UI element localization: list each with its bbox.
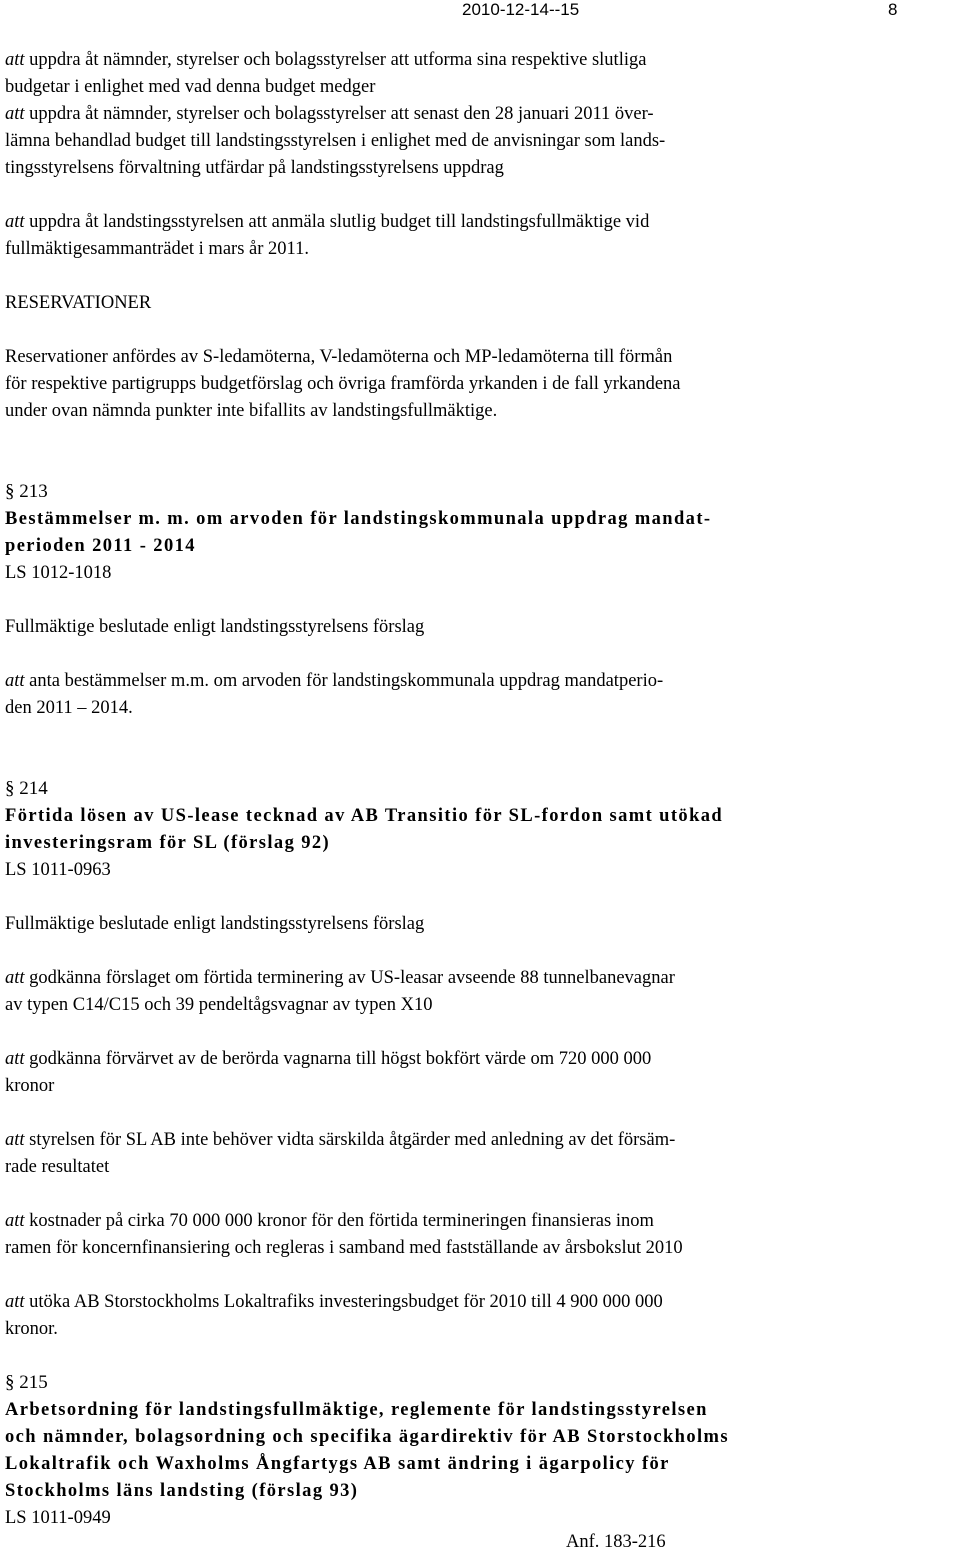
att-keyword: att bbox=[5, 968, 25, 988]
att-keyword: att bbox=[5, 212, 25, 232]
text-line: fullmäktigesammanträdet i mars år 2011. bbox=[5, 239, 309, 259]
att-clause-line: att styrelsen för SL AB inte behöver vidta särskilda åtgärder med anledning av det försäm- bbox=[5, 1130, 676, 1150]
section-title-214: Förtida lösen av US-lease tecknad av AB Transitio för SL-fordon samt utökad bbox=[5, 806, 724, 826]
att-clause-line: att godkänna förslaget om förtida terminering av US-leasar avseende 88 tunnelbanevagnar bbox=[5, 968, 675, 988]
att-clause-line: att uppdra åt nämnder, styrelser och bolagsstyrelser att utforma sina respektive slutliga bbox=[5, 50, 647, 70]
ls-reference: LS 1011-0949 bbox=[5, 1508, 111, 1528]
att-clause-line: att kostnader på cirka 70 000 000 kronor för den förtida termineringen finansieras inom bbox=[5, 1211, 654, 1231]
att-clause-line: att uppdra åt nämnder, styrelser och bolagsstyrelser att senast den 28 januari 2011 över- bbox=[5, 104, 654, 124]
text-line: av typen C14/C15 och 39 pendeltågsvagnar av typen X10 bbox=[5, 995, 433, 1015]
att-keyword: att bbox=[5, 1292, 25, 1312]
att-keyword: att bbox=[5, 1130, 25, 1150]
section-title-215-cont: Lokaltrafik och Waxholms Ångfartygs AB samt ändring i ägarpolicy för bbox=[5, 1454, 670, 1474]
att-keyword: att bbox=[5, 104, 25, 124]
att-keyword: att bbox=[5, 1049, 25, 1069]
text-line: Reservationer anfördes av S-ledamöterna, V-ledamöterna och MP-ledamöterna till förmån bbox=[5, 347, 673, 367]
section-number-215: § 215 bbox=[5, 1372, 48, 1393]
text-line: kronor. bbox=[5, 1319, 58, 1339]
att-clause-line: att utöka AB Storstockholms Lokaltrafiks investeringsbudget för 2010 till 4 900 000 000 bbox=[5, 1292, 663, 1312]
section-title-214-cont: investeringsram för SL (förslag 92) bbox=[5, 833, 331, 853]
section-title-215-cont: Stockholms läns landsting (förslag 93) bbox=[5, 1481, 359, 1501]
page-number: 8 bbox=[888, 0, 898, 19]
text-line: för respektive partigrupps budgetförslag och övriga framförda yrkanden i de fall yrkandena bbox=[5, 374, 681, 394]
ls-reference: LS 1011-0963 bbox=[5, 860, 111, 880]
att-clause-line: att godkänna förvärvet av de berörda vagnarna till högst bokfört värde om 720 000 000 bbox=[5, 1049, 652, 1069]
text-line: lämna behandlad budget till landstingsstyrelsen i enlighet med de anvisningar som lands- bbox=[5, 131, 666, 151]
section-title-213-cont: perioden 2011 - 2014 bbox=[5, 536, 196, 556]
section-number-214: § 214 bbox=[5, 778, 48, 799]
att-keyword: att bbox=[5, 1211, 25, 1231]
section-number-213: § 213 bbox=[5, 481, 48, 502]
text-line: budgetar i enlighet med vad denna budget medger bbox=[5, 77, 376, 97]
att-keyword: att bbox=[5, 50, 25, 70]
att-clause-line: att anta bestämmelser m.m. om arvoden för landstingskommunala uppdrag mandatperio- bbox=[5, 671, 664, 691]
text-line: ramen för koncernfinansiering och regleras i samband med fastställande av årsbokslut 2010 bbox=[5, 1238, 683, 1258]
decision-text: Fullmäktige beslutade enligt landstingsstyrelsens förslag bbox=[5, 617, 425, 637]
decision-text: Fullmäktige beslutade enligt landstingsstyrelsens förslag bbox=[5, 914, 425, 934]
ls-reference: LS 1012-1018 bbox=[5, 563, 112, 583]
att-clause-line: att uppdra åt landstingsstyrelsen att anmäla slutlig budget till landstingsfullmäktige vid bbox=[5, 212, 650, 232]
reservationer-heading: RESERVATIONER bbox=[5, 293, 152, 313]
text-line: kronor bbox=[5, 1076, 55, 1096]
text-line: den 2011 – 2014. bbox=[5, 698, 133, 718]
att-keyword: att bbox=[5, 671, 25, 691]
header-date: 2010-12-14--15 bbox=[462, 0, 580, 19]
section-title-213: Bestämmelser m. m. om arvoden för landstingskommunala uppdrag mandat- bbox=[5, 509, 712, 529]
text-line: under ovan nämnda punkter inte bifallits av landstingsfullmäktige. bbox=[5, 401, 498, 421]
text-line: rade resultatet bbox=[5, 1157, 110, 1177]
section-title-215-cont: och nämnder, bolagsordning och specifika ägardirektiv för AB Storstockholms bbox=[5, 1427, 729, 1447]
text-line: tingsstyrelsens förvaltning utfärdar på landstingsstyrelsens uppdrag bbox=[5, 158, 504, 178]
section-title-215: Arbetsordning för landstingsfullmäktige, reglemente för landstingsstyrelsen bbox=[5, 1400, 708, 1420]
annex-reference: Anf. 183-216 bbox=[566, 1532, 666, 1552]
